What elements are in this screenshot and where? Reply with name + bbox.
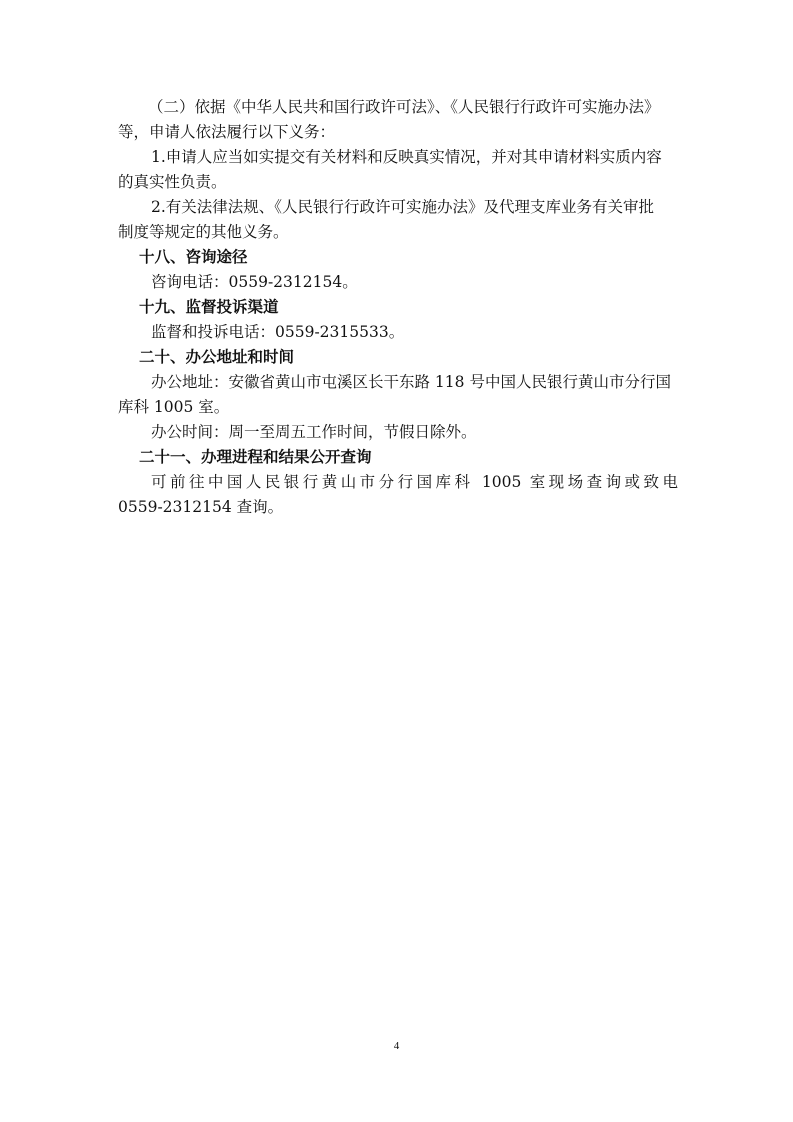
office-hours: 办公时间：周一至周五工作时间，节假日除外。 — [151, 423, 477, 441]
page-number: 4 — [393, 1040, 400, 1052]
paragraph-2-line-1: （二）依据《中华人民共和国行政许可法》、《人民银行行政许可实施办法》 — [148, 98, 660, 116]
query-line-2: 0559-2312154 查询。 — [118, 498, 284, 516]
paragraph-2-line-2: 等，申请人依法履行以下义务： — [118, 123, 336, 141]
office-address-line-2: 库科 1005 室。 — [118, 398, 230, 416]
section-19-heading: 十九、监督投诉渠道 — [139, 298, 279, 316]
complaint-phone: 监督和投诉电话：0559-2315533。 — [151, 323, 405, 341]
item-2-line-1: 2.有关法律法规、《人民银行行政许可实施办法》及代理支库业务有关审批 — [151, 198, 655, 216]
office-address-line-1: 办公地址：安徽省黄山市屯溪区长干东路 118 号中国人民银行黄山市分行国 — [151, 373, 671, 391]
consultation-phone: 咨询电话：0559-2312154。 — [151, 273, 358, 291]
item-2-line-2: 制度等规定的其他义务。 — [118, 223, 289, 241]
document-body — [118, 95, 678, 520]
query-line-1-text: 可前往中国人民银行黄山市分行国库科 1005 室现场查询或致电 — [151, 473, 678, 491]
section-21-heading: 二十一、办理进程和结果公开查询 — [139, 448, 372, 466]
item-1-line-2: 的真实性负责。 — [118, 173, 227, 191]
item-1-line-1: 1.申请人应当如实提交有关材料和反映真实情况，并对其申请材料实质内容 — [151, 148, 662, 166]
section-18-heading: 十八、咨询途径 — [139, 248, 248, 266]
section-20-heading: 二十、办公地址和时间 — [139, 348, 295, 366]
query-line-1 — [118, 470, 678, 495]
